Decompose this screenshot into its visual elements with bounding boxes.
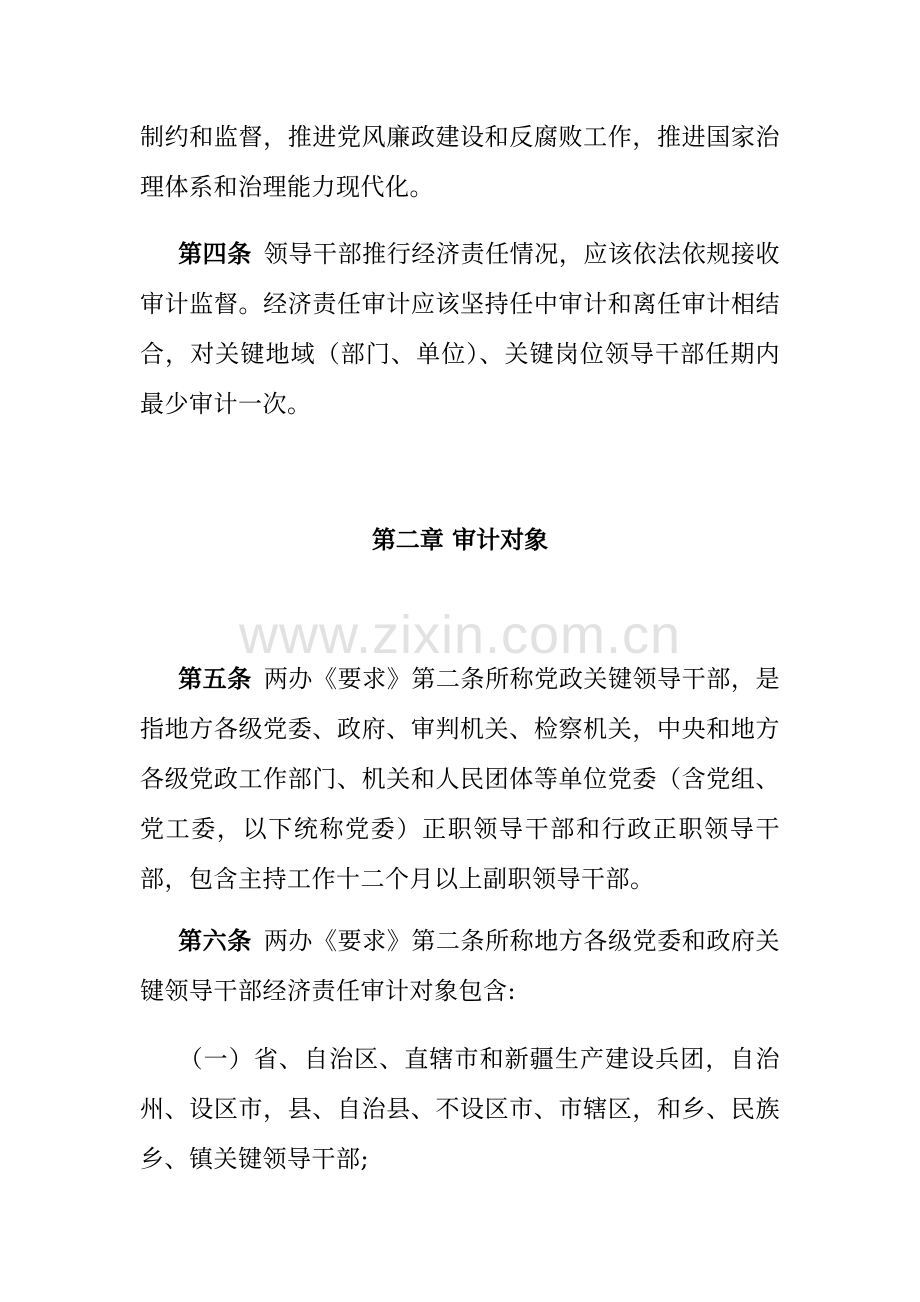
paragraph-text: （一）省、自治区、直辖市和新疆生产建设兵团，自治州、设区市，县、自治县、不设区市、市辖区，和乡、民族乡、镇关键领导干部;: [140, 1045, 780, 1173]
list-item-1-paragraph: [140, 1034, 780, 1184]
article-number: 第六条: [178, 927, 252, 955]
article-number: 第四条: [178, 240, 252, 268]
article-4-paragraph: [140, 229, 780, 429]
article-number: 第五条: [178, 665, 252, 693]
paragraph-text: 两办《要求》第二条所称党政关键领导干部，是指地方各级党委、政府、审判机关、检察机关，中央和地方各级党政工作部门、机关和人民团体等单位党委（含党组、党工委，以下统称党委）正职领导干部和行政正职领导干部，包含主持工作十二个月以上副职领导干部。: [140, 665, 781, 893]
chapter-title: 第二章 审计对象: [371, 526, 549, 554]
article-6-paragraph: [140, 916, 780, 1016]
article-5-paragraph: [140, 654, 780, 904]
paragraph-text: 领导干部推行经济责任情况，应该依法依规接收审计监督。经济责任审计应该坚持任中审计和离任审计相结合，对关键地域（部门、单位）、关键岗位领导干部任期内最少审计一次。: [140, 240, 781, 418]
watermark: www.zixin.com.cn: [238, 605, 682, 665]
paragraph-continuation: [140, 112, 780, 212]
paragraph-text: 两办《要求》第二条所称地方各级党委和政府关键领导干部经济责任审计对象包含:: [140, 927, 781, 1005]
paragraph-text: 制约和监督，推进党风廉政建设和反腐败工作，推进国家治理体系和治理能力现代化。: [140, 123, 780, 201]
